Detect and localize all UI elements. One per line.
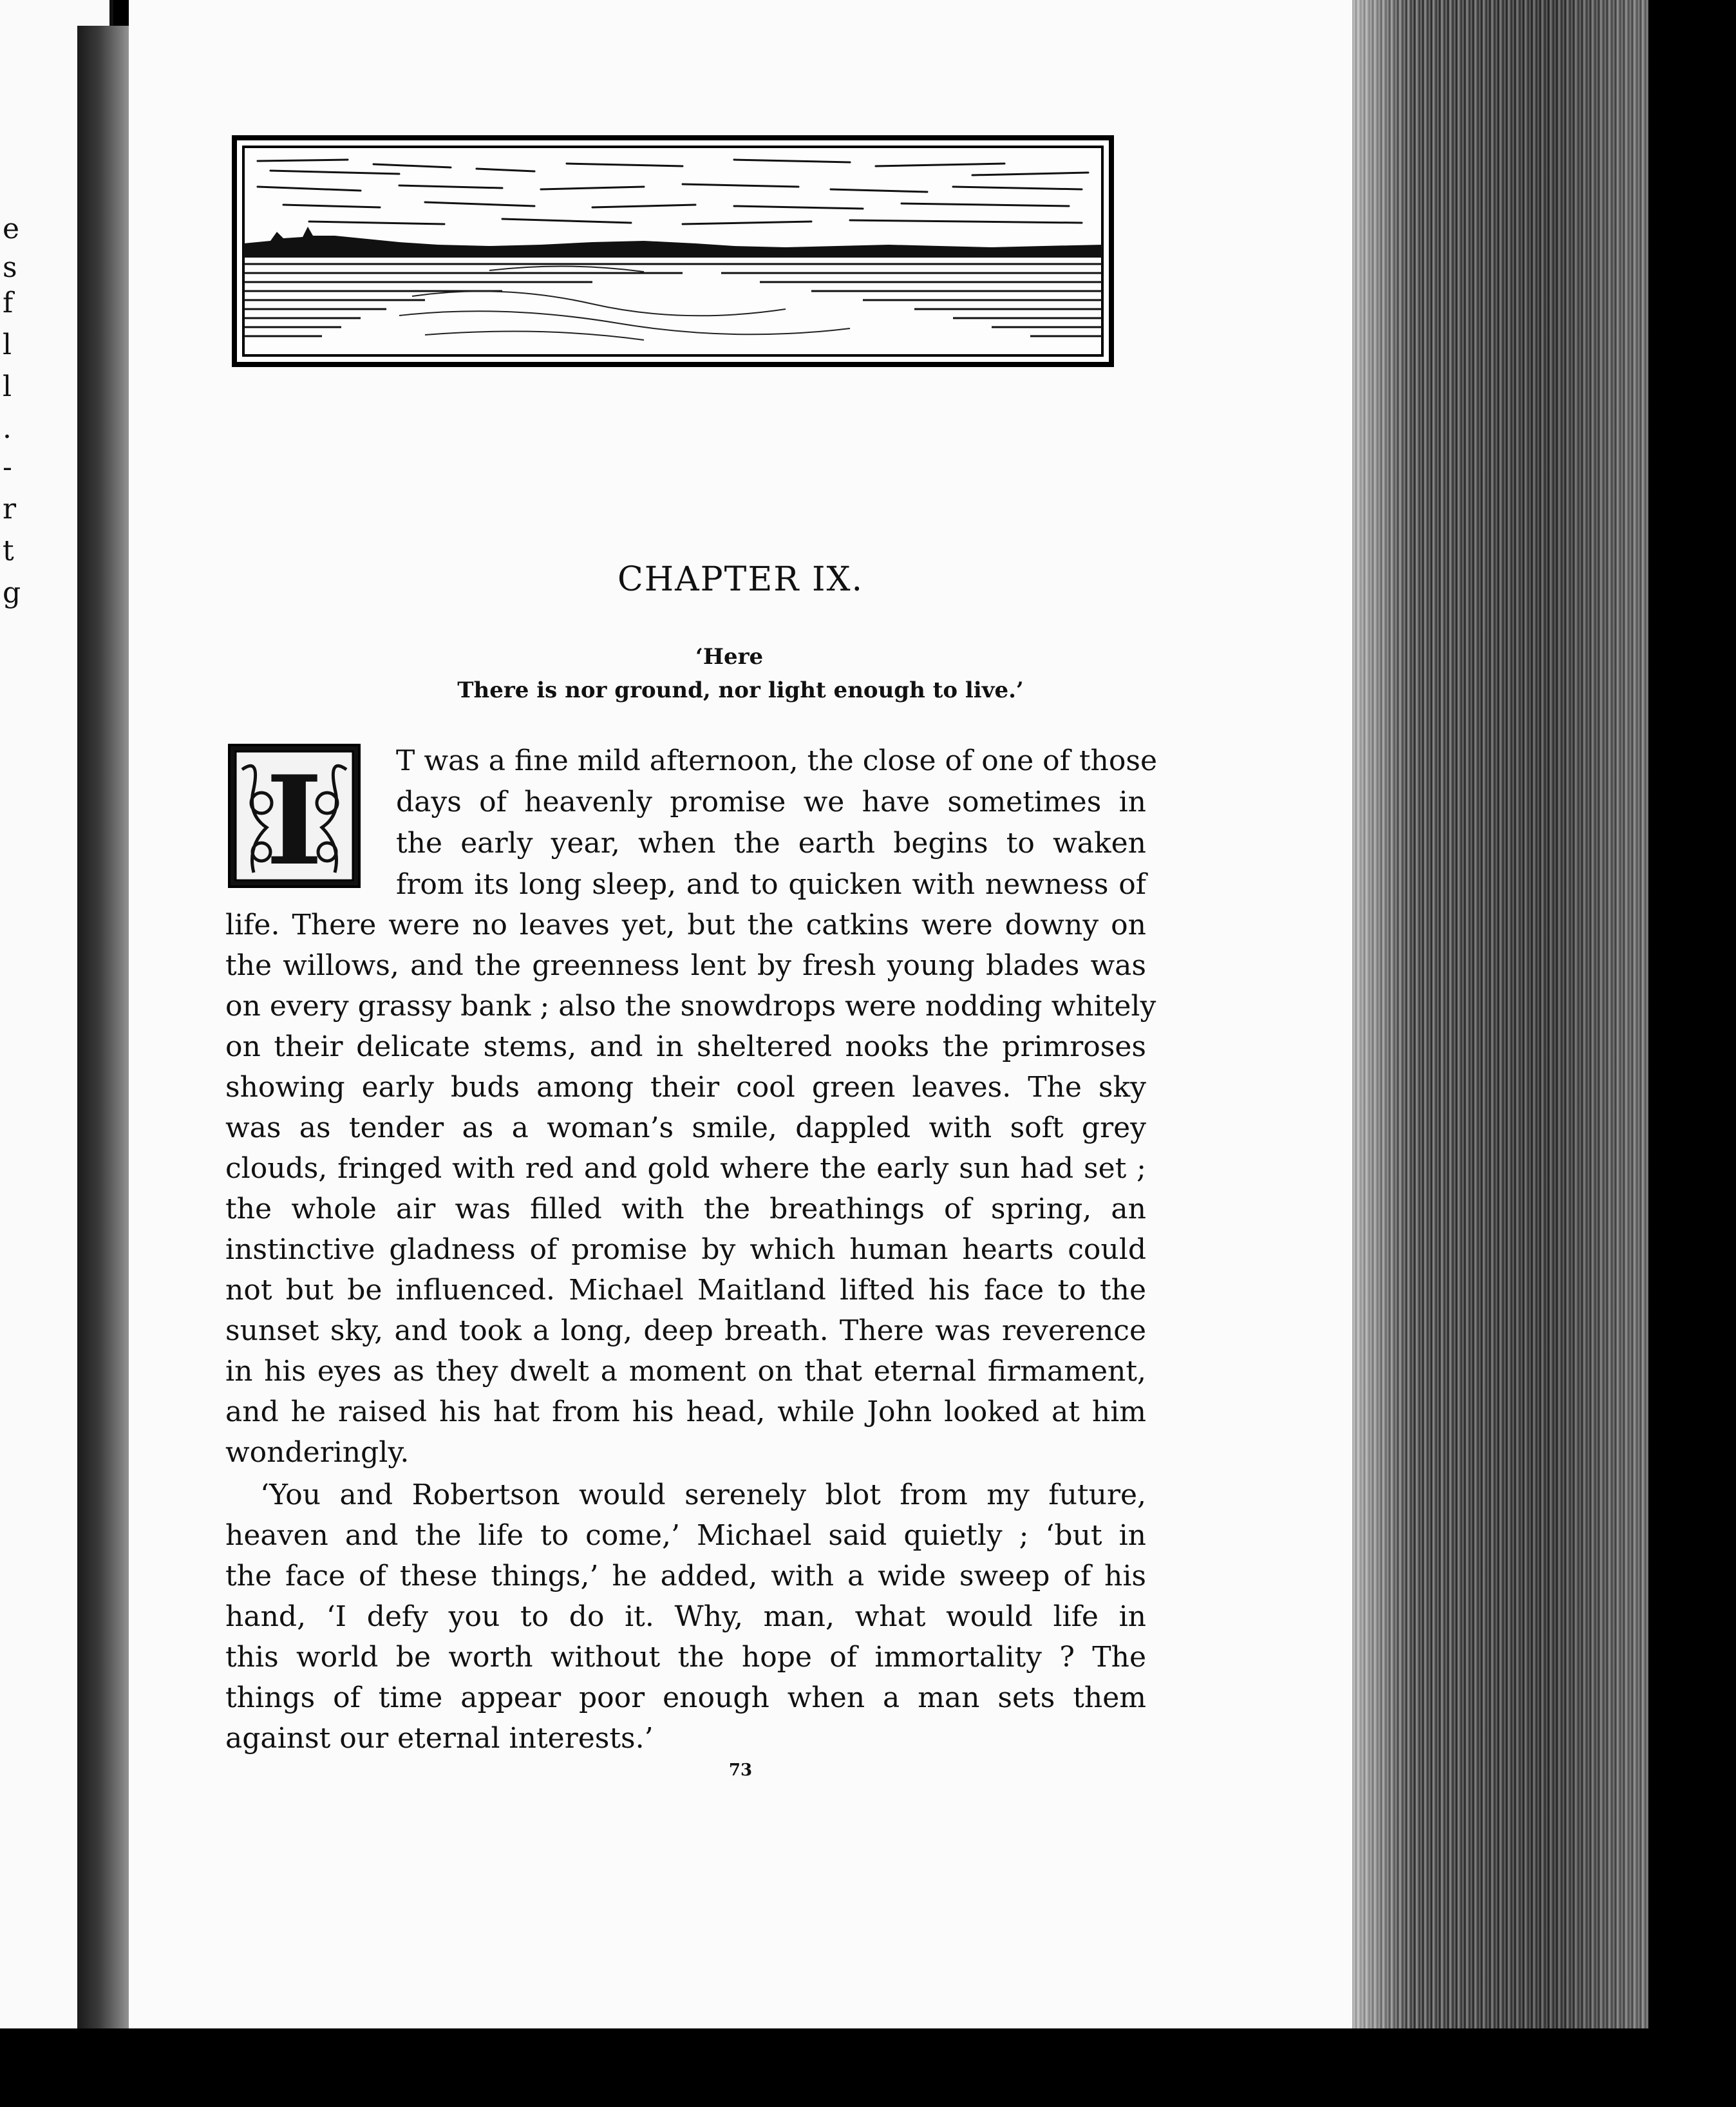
margin-fragment: . [3,412,12,445]
text-line: sunset sky, and took a long, deep breath. There was reverence [225,1314,1146,1347]
text-line: ‘You and Robertson would serenely blot from my future, [260,1479,1146,1511]
text-line: life. There were no leaves yet, but the catkins were downy on [225,909,1146,941]
text-line: showing early buds among their cool green leaves. The sky [225,1071,1146,1104]
text-line: was as tender as a woman’s smile, dappled with soft grey [225,1111,1146,1144]
margin-fragment: s [3,251,17,284]
text-line: the early year, when the earth begins to waken [396,827,1146,860]
text-line: hand, ‘I defy you to do it. Why, man, what would life in [225,1600,1146,1633]
margin-fragment: f [3,287,14,319]
margin-fragment: l [3,328,12,361]
text-line: this world be worth without the hope of immortality ? The [225,1641,1146,1674]
margin-fragment: - [3,451,12,484]
text-line: the whole air was filled with the breathings of spring, an [225,1193,1146,1225]
margin-fragment: t [3,534,14,567]
text-line: from its long sleep, and to quicken with newness of [396,868,1146,901]
text-line: days of heavenly promise we have sometimes in [396,786,1146,818]
text-line: things of time appear poor enough when a man sets them [225,1681,1146,1714]
text-line: clouds, fringed with red and gold where the early sun had set ; [225,1152,1146,1185]
background-bottom [0,2028,1736,2107]
text-line: on their delicate stems, and in sheltered nooks the primroses [225,1030,1146,1063]
margin-fragment: r [3,493,17,525]
headpiece-illustration [232,135,1114,367]
background-edge [1648,0,1736,2107]
margin-fragment: e [3,213,20,245]
chapter-title: CHAPTER IX. [617,560,864,599]
page-fore-edge [1352,0,1687,2028]
text-line: on every grassy bank ; also the snowdrops were nodding whitely [225,990,1156,1023]
text-line: the face of these things,’ he added, with a wide sweep of his [225,1560,1146,1592]
text-line: the willows, and the greenness lent by fresh young blades was [225,949,1146,982]
text-line: in his eyes as they dwelt a moment on that eternal firmament, [225,1355,1146,1388]
epigraph-line-2: There is nor ground, nor light enough to live.’ [457,677,1024,703]
text-line: T was a fine mild afternoon, the close of one of those [396,744,1158,777]
text-line: not but be influenced. Michael Maitland lifted his face to the [225,1274,1146,1307]
text-line: heaven and the life to come,’ Michael said quietly ; ‘but in [225,1519,1146,1552]
drop-cap-letter: I [265,749,323,888]
text-line: and he raised his hat from his head, while John looked at him [225,1395,1146,1428]
epigraph-line-1: ‘Here [695,644,764,670]
margin-fragment: g [3,576,21,609]
text-line: against our eternal interests.’ [225,1722,654,1755]
text-line: wonderingly. [225,1436,410,1469]
page-number: 73 [728,1761,753,1780]
text-line: instinctive gladness of promise by which human hearts could [225,1233,1146,1266]
margin-fragment: l [3,370,12,403]
decorative-initial-i [228,744,361,888]
